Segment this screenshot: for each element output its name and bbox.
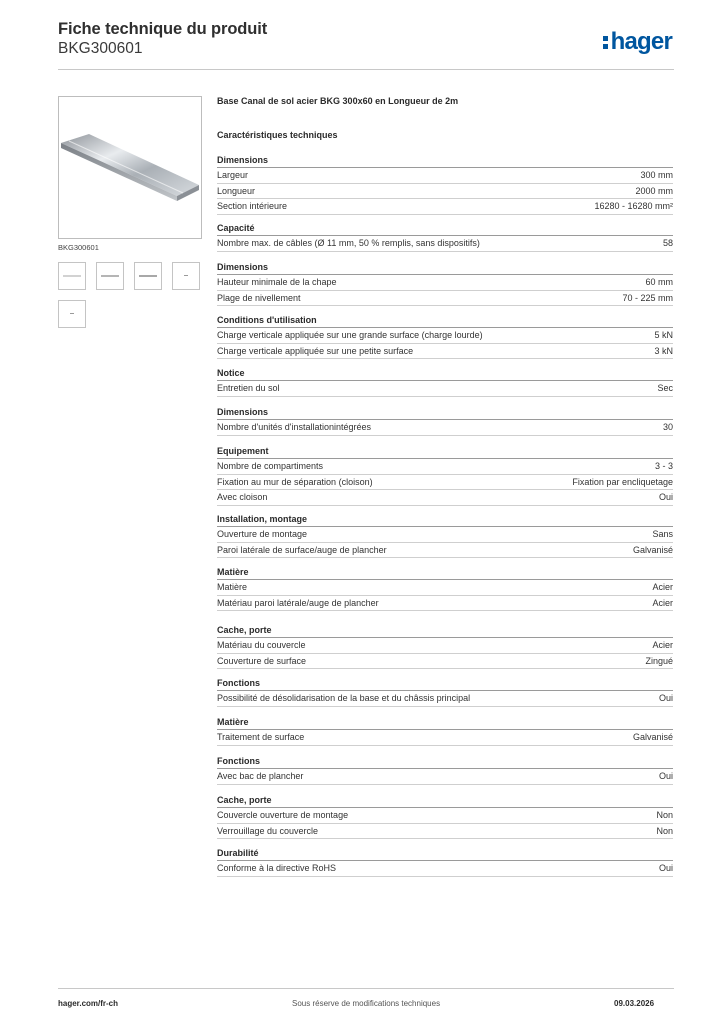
spec-row (217, 199, 673, 215)
section-title: Matière (217, 565, 673, 580)
section-title: Matière (217, 715, 673, 730)
thumbnail-2[interactable] (96, 262, 124, 290)
spec-value: Sec (657, 383, 673, 394)
spec-label: Section intérieure (217, 201, 288, 212)
spec-label: Matériau paroi latérale/auge de plancher (217, 597, 379, 608)
spec-row (217, 168, 673, 184)
spec-section (217, 846, 673, 877)
spec-row (217, 527, 673, 543)
product-reference: BKG300601 (58, 40, 143, 57)
spec-row (217, 824, 673, 840)
section-title: Notice (217, 366, 673, 381)
spec-value: Sans (652, 529, 673, 540)
spec-section (217, 565, 673, 611)
spec-row (217, 459, 673, 475)
spec-row (217, 236, 673, 252)
spec-row (217, 861, 673, 877)
footer-divider (58, 988, 674, 989)
section-title: Cache, porte (217, 623, 673, 638)
spec-row (217, 475, 673, 491)
footer-disclaimer: Sous réserve de modifications techniques (292, 999, 441, 1008)
spec-row (217, 490, 673, 506)
spec-value: Acier (652, 640, 673, 651)
spec-label: Avec bac de plancher (217, 771, 304, 782)
spec-row (217, 184, 673, 200)
section-title: Dimensions (217, 260, 673, 275)
spec-section (217, 221, 673, 252)
spec-label: Hauteur minimale de la chape (217, 277, 337, 288)
thumbnail-4[interactable] (172, 262, 200, 290)
spec-section (217, 405, 673, 436)
spec-value: Oui (658, 863, 673, 874)
section-title: Dimensions (217, 405, 673, 420)
spec-label: Verrouillage du couvercle (217, 825, 319, 836)
spec-section (217, 313, 673, 359)
product-name: Base Canal de sol acier BKG 300x60 en Longueur de 2m (217, 96, 459, 106)
floor-duct-image (59, 97, 201, 238)
spec-section (217, 623, 673, 669)
spec-row (217, 808, 673, 824)
spec-label: Avec cloison (217, 492, 268, 503)
spec-section (217, 153, 673, 215)
tech-characteristics-title: Caractéristiques techniques (217, 130, 338, 140)
spec-label: Couverture de surface (217, 655, 307, 666)
spec-label: Charge verticale appliquée sur une grande surface (charge lourde) (217, 330, 483, 341)
thumbnail-5[interactable] (58, 300, 86, 328)
page-header (58, 20, 674, 68)
section-title: Capacité (217, 221, 673, 236)
spec-section (217, 676, 673, 707)
spec-value: Non (656, 810, 673, 821)
spec-row (217, 275, 673, 291)
thumbnail-1[interactable] (58, 262, 86, 290)
spec-label: Largeur (217, 170, 249, 181)
spec-row (217, 543, 673, 559)
spec-value: 300 mm (640, 170, 673, 181)
logo-text: hager (610, 28, 672, 55)
spec-value: Fixation par encliquetage (572, 476, 673, 487)
spec-label: Traitement de surface (217, 732, 305, 743)
spec-value: 70 - 225 mm (622, 292, 673, 303)
spec-value: 58 (662, 238, 673, 249)
thumbnail-3[interactable] (134, 262, 162, 290)
spec-value: Acier (652, 597, 673, 608)
spec-section (217, 793, 673, 839)
spec-row (217, 654, 673, 670)
spec-label: Entretien du sol (217, 383, 280, 394)
section-title: Fonctions (217, 676, 673, 691)
spec-value: 5 kN (654, 330, 673, 341)
spec-value: 16280 - 16280 mm² (594, 201, 673, 212)
spec-label: Longueur (217, 185, 256, 196)
spec-value: 3 - 3 (654, 461, 673, 472)
spec-section (217, 512, 673, 558)
spec-label: Couvercle ouverture de montage (217, 810, 349, 821)
spec-value: Oui (658, 771, 673, 782)
spec-label: Nombre de compartiments (217, 461, 324, 472)
spec-row (217, 344, 673, 360)
spec-label: Plage de nivellement (217, 292, 301, 303)
spec-label: Matériau du couvercle (217, 640, 306, 651)
section-title: Conditions d'utilisation (217, 313, 673, 328)
spec-value: 30 (662, 422, 673, 433)
spec-value: Zingué (645, 655, 673, 666)
spec-value: 2000 mm (635, 185, 673, 196)
spec-value: Acier (652, 582, 673, 593)
spec-row (217, 769, 673, 785)
hager-logo (603, 28, 672, 56)
spec-label: Conforme à la directive RoHS (217, 863, 337, 874)
spec-row (217, 596, 673, 612)
spec-section (217, 444, 673, 506)
spec-value: Oui (658, 693, 673, 704)
spec-label: Matière (217, 582, 248, 593)
spec-row (217, 730, 673, 746)
spec-label: Paroi latérale de surface/auge de plancher (217, 544, 387, 555)
spec-row (217, 580, 673, 596)
section-title: Equipement (217, 444, 673, 459)
spec-section (217, 715, 673, 746)
product-image (58, 96, 202, 239)
spec-label: Ouverture de montage (217, 529, 308, 540)
spec-value: Oui (658, 492, 673, 503)
spec-row (217, 638, 673, 654)
spec-row (217, 291, 673, 307)
spec-label: Charge verticale appliquée sur une petite surface (217, 345, 414, 356)
section-title: Dimensions (217, 153, 673, 168)
spec-row (217, 691, 673, 707)
spec-label: Possibilité de désolidarisation de la base et du châssis principal (217, 693, 471, 704)
spec-label: Nombre d'unités d'installationintégrées (217, 422, 372, 433)
spec-section (217, 366, 673, 397)
spec-section (217, 754, 673, 785)
spec-value: 60 mm (645, 277, 673, 288)
spec-value: 3 kN (654, 345, 673, 356)
section-title: Fonctions (217, 754, 673, 769)
spec-label: Fixation au mur de séparation (cloison) (217, 476, 373, 487)
spec-value: Galvanisé (632, 732, 673, 743)
section-title: Cache, porte (217, 793, 673, 808)
spec-section (217, 260, 673, 306)
footer-website[interactable]: hager.com/fr-ch (58, 999, 119, 1008)
footer-date: 09.03.2026 (614, 999, 655, 1008)
logo-colon-icon (603, 34, 609, 50)
spec-row (217, 420, 673, 436)
spec-value: Non (656, 825, 673, 836)
spec-row (217, 381, 673, 397)
spec-value: Galvanisé (632, 544, 673, 555)
section-title: Durabilité (217, 846, 673, 861)
spec-label: Nombre max. de câbles (Ø 11 mm, 50 % remplis, sans dispositifs) (217, 238, 480, 249)
page-title: Fiche technique du produit (58, 20, 268, 38)
header-divider (58, 69, 674, 70)
image-caption: BKG300601 (58, 243, 99, 252)
spec-row (217, 328, 673, 344)
section-title: Installation, montage (217, 512, 673, 527)
